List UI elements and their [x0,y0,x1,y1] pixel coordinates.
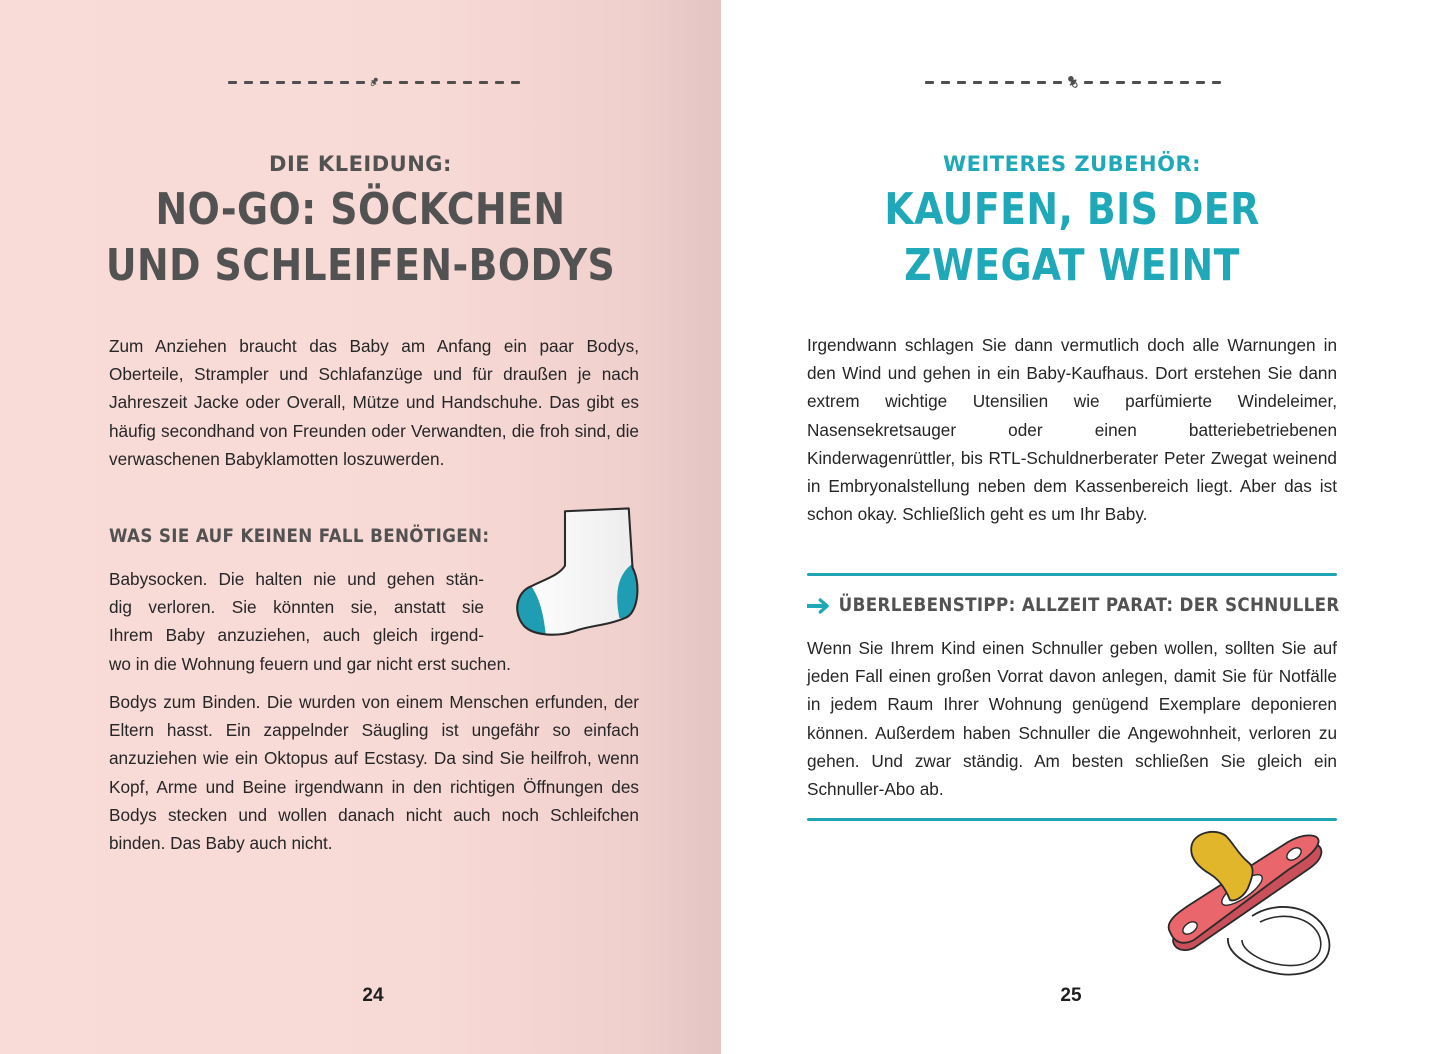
tip-top-rule [807,573,1337,576]
tip-heading-row [807,594,1340,616]
dash-line-left [925,81,1062,84]
dash-line-left [228,81,365,84]
ornament-divider [925,64,1221,100]
tip-bottom-rule [807,818,1337,821]
socks-line: Babysocken. Die halten nie und gehen stän- [109,569,484,589]
intro-paragraph [109,332,639,473]
pacifier-icon [369,63,379,101]
section-kicker: WEITERES ZUBEHÖR: [942,152,1202,176]
tip-heading: ÜBERLEBENSTIPP: ALLZEIT PARAT: DER SCHNULLER [838,594,1340,616]
bodys-text: Bodys zum Binden. Die wurden von einem Menschen erfunden, der Eltern hasst. Ein zappelnder Säugling ist ungefähr so einfach anzuziehen wie ein Oktopus auf Ecstasy. Da sind Sie heilfroh, wenn Kopf, Arme und Beine irgendwann in den richtigen Öffnungen des Bodys stecken und wollen danach nicht auch noch Schleifchen binden. Das Baby auch nicht. [109,692,639,854]
sock-illustration [505,500,655,650]
section-subhead: WAS SIE AUF KEINEN FALL BENÖTIGEN: [109,525,490,547]
pacifier-icon [1066,63,1080,101]
dash-line-right [383,81,520,84]
arrow-right-icon [807,598,830,614]
section-kicker: DIE KLEIDUNG: [269,152,452,176]
ornament-divider [228,64,520,100]
tip-text: Wenn Sie Ihrem Kind einen Schnuller geben wollen, sollten Sie auf jeden Fall einen großen Vorrat davon anlegen, damit Sie für Notfälle in jedem Raum Ihrer Wohnung genügend Exemplare deponieren können. Außerdem haben Schnuller die Angewohnheit, verloren zu gehen. Und zwar ständig. Am besten schließen Sie gleich ein Schnuller-Abo ab. [807,638,1337,800]
page-title-line-2: UND SCHLEIFEN-BODYS [105,240,616,291]
page-number: 24 [362,985,384,1006]
page-title-line-2: ZWEGAT WEINT [904,240,1240,291]
page-title-line-1: KAUFEN, BIS DER [884,184,1260,235]
intro-paragraph [807,331,1337,528]
left-page [0,0,721,1054]
socks-line: Ihrem Baby anzuziehen, auch gleich irgend- [109,625,484,646]
intro-text: Zum Anziehen braucht das Baby am Anfang ein paar Bodys, Oberteile, Strampler und Schlafanzüge und für draußen je nach Jahreszeit Jacke oder Overall, Mütze und Handschuhe. Das gibt es häufig secondhand von Freunden oder Verwandten, die froh sind, die verwaschenen Babyklamotten loszuwerden. [109,336,639,469]
socks-line: dig verloren. Sie könnten sie, anstatt sie [109,597,484,618]
intro-text: Irgendwann schlagen Sie dann vermutlich doch alle Warnungen in den Wind und gehen in ein Baby-Kaufhaus. Dort erstehen Sie dann extrem wichtige Utensilien wie parfümierte Windeleimer, Nasensekretsauger oder einen batteriebetriebenen Kinderwagenrüttler, bis RTL-Schuldnerberater Peter Zwegat weinend in Embryonalstellung neben dem Kassenbereich liegt. Aber das ist schon okay. Schließlich geht es um Ihr Baby. [807,335,1337,525]
page-title-line-1: NO-GO: SÖCKCHEN [155,184,566,235]
bodys-paragraph [109,688,639,857]
pacifier-illustration [1160,828,1350,978]
dash-line-right [1084,81,1221,84]
tip-paragraph [807,634,1337,803]
page-number: 25 [1060,985,1082,1006]
socks-line: wo in die Wohnung feuern und gar nicht erst suchen. [109,653,511,674]
